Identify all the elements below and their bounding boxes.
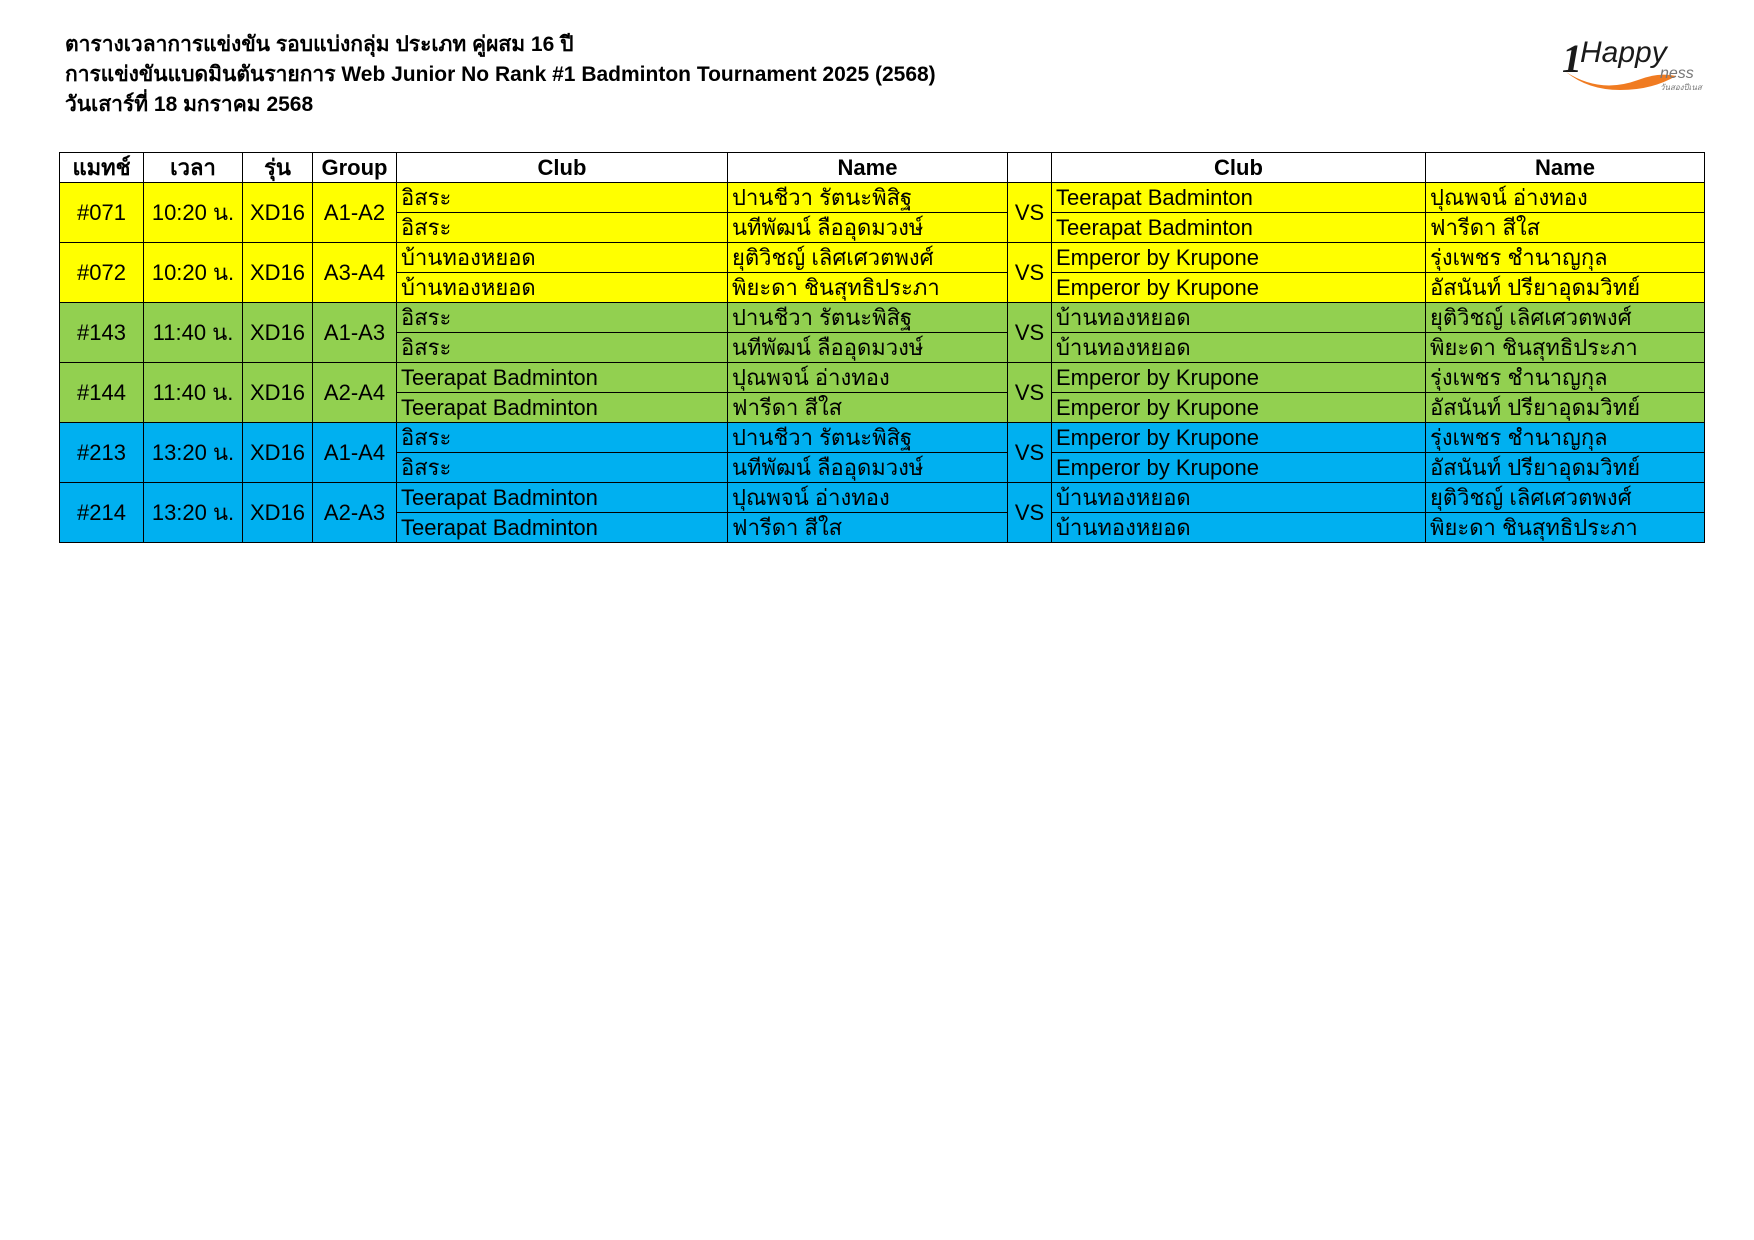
club-1-cell: บ้านทองหยอด — [397, 273, 728, 303]
club-2-cell: Emperor by Krupone — [1052, 273, 1426, 303]
match-group-cell: A1-A2 — [313, 183, 397, 243]
table-row — [60, 363, 1705, 393]
tournament-title: การแข่งขันแบดมินตันรายการ Web Junior No Rank #1 Badminton Tournament 2025 (2568) — [65, 63, 936, 86]
club-1-cell: อิสระ — [397, 333, 728, 363]
document-header — [65, 30, 936, 120]
event-date: วันเสาร์ที่ 18 มกราคม 2568 — [65, 93, 314, 116]
logo-tagline: วันสองปีเนส — [1660, 83, 1702, 92]
club-2-cell: บ้านทองหยอด — [1052, 483, 1426, 513]
player-2-name-cell: รุ่งเพชร ชำนาญกุล — [1426, 423, 1705, 453]
player-1-name-cell: ปุณพจน์ อ่างทอง — [728, 363, 1008, 393]
player-1-name-cell: ยุติวิชญ์ เลิศเศวตพงศ์ — [728, 243, 1008, 273]
match-class-cell: XD16 — [243, 363, 313, 423]
logo-sub-text: ness — [1660, 65, 1694, 82]
match-group-cell: A1-A4 — [313, 423, 397, 483]
schedule-title: ตารางเวลาการแข่งขัน รอบแบ่งกลุ่ม ประเภท คู่ผสม 16 ปี — [65, 33, 574, 56]
player-2-name-cell: อัสนันท์ ปรียาอุดมวิทย์ — [1426, 393, 1705, 423]
logo-main-text: Happy — [1580, 36, 1667, 69]
vs-cell: VS — [1008, 243, 1052, 303]
club-1-cell: อิสระ — [397, 303, 728, 333]
player-2-name-cell: พิยะดา ชินสุทธิประภา — [1426, 513, 1705, 543]
header-match: แมทช์ — [60, 153, 144, 183]
match-class-cell: XD16 — [243, 483, 313, 543]
vs-cell: VS — [1008, 183, 1052, 243]
club-2-cell: Emperor by Krupone — [1052, 393, 1426, 423]
player-1-name-cell: ปานชีวา รัตนะพิสิฐ — [728, 183, 1008, 213]
club-2-cell: บ้านทองหยอด — [1052, 513, 1426, 543]
match-time-cell: 13:20 น. — [144, 423, 243, 483]
club-2-cell: Emperor by Krupone — [1052, 243, 1426, 273]
table-row — [60, 423, 1705, 453]
match-class-cell: XD16 — [243, 303, 313, 363]
match-id-cell: #214 — [60, 483, 144, 543]
club-1-cell: Teerapat Badminton — [397, 363, 728, 393]
player-1-name-cell: ปานชีวา รัตนะพิสิฐ — [728, 303, 1008, 333]
player-2-name-cell: ยุติวิชญ์ เลิศเศวตพงศ์ — [1426, 303, 1705, 333]
header-vs — [1008, 153, 1052, 183]
match-id-cell: #213 — [60, 423, 144, 483]
match-group-cell: A2-A4 — [313, 363, 397, 423]
match-group-cell: A2-A3 — [313, 483, 397, 543]
player-1-name-cell: ปุณพจน์ อ่างทอง — [728, 483, 1008, 513]
match-time-cell: 10:20 น. — [144, 243, 243, 303]
vs-cell: VS — [1008, 303, 1052, 363]
club-2-cell: บ้านทองหยอด — [1052, 333, 1426, 363]
club-2-cell: Emperor by Krupone — [1052, 363, 1426, 393]
happyness-logo — [1560, 32, 1710, 96]
header-name-1: Name — [728, 153, 1008, 183]
player-1-name-cell: ฟารีดา สีใส — [728, 513, 1008, 543]
match-group-cell: A3-A4 — [313, 243, 397, 303]
header-group: Group — [313, 153, 397, 183]
player-2-name-cell: พิยะดา ชินสุทธิประภา — [1426, 333, 1705, 363]
club-2-cell: Teerapat Badminton — [1052, 213, 1426, 243]
table-row — [60, 483, 1705, 513]
header-name-2: Name — [1426, 153, 1705, 183]
player-2-name-cell: อัสนันท์ ปรียาอุดมวิทย์ — [1426, 453, 1705, 483]
match-class-cell: XD16 — [243, 243, 313, 303]
match-schedule-table — [59, 152, 1705, 543]
club-1-cell: บ้านทองหยอด — [397, 243, 728, 273]
table-body — [60, 183, 1705, 543]
match-id-cell: #071 — [60, 183, 144, 243]
match-time-cell: 13:20 น. — [144, 483, 243, 543]
player-1-name-cell: นทีพัฒน์ ลืออุดมวงษ์ — [728, 333, 1008, 363]
table-row — [60, 303, 1705, 333]
table-header-row — [60, 153, 1705, 183]
table-row — [60, 183, 1705, 213]
player-2-name-cell: รุ่งเพชร ชำนาญกุล — [1426, 243, 1705, 273]
club-1-cell: Teerapat Badminton — [397, 513, 728, 543]
club-1-cell: อิสระ — [397, 423, 728, 453]
player-2-name-cell: ฟารีดา สีใส — [1426, 213, 1705, 243]
club-1-cell: อิสระ — [397, 453, 728, 483]
match-id-cell: #144 — [60, 363, 144, 423]
club-1-cell: Teerapat Badminton — [397, 393, 728, 423]
match-time-cell: 11:40 น. — [144, 303, 243, 363]
player-1-name-cell: ฟารีดา สีใส — [728, 393, 1008, 423]
player-1-name-cell: นทีพัฒน์ ลืออุดมวงษ์ — [728, 453, 1008, 483]
club-2-cell: Emperor by Krupone — [1052, 423, 1426, 453]
match-group-cell: A1-A3 — [313, 303, 397, 363]
club-2-cell: Teerapat Badminton — [1052, 183, 1426, 213]
club-2-cell: Emperor by Krupone — [1052, 453, 1426, 483]
match-class-cell: XD16 — [243, 423, 313, 483]
player-2-name-cell: ปุณพจน์ อ่างทอง — [1426, 183, 1705, 213]
table-row — [60, 243, 1705, 273]
match-time-cell: 10:20 น. — [144, 183, 243, 243]
player-1-name-cell: นทีพัฒน์ ลืออุดมวงษ์ — [728, 213, 1008, 243]
club-1-cell: Teerapat Badminton — [397, 483, 728, 513]
player-2-name-cell: ยุติวิชญ์ เลิศเศวตพงศ์ — [1426, 483, 1705, 513]
player-1-name-cell: ปานชีวา รัตนะพิสิฐ — [728, 423, 1008, 453]
match-id-cell: #143 — [60, 303, 144, 363]
match-id-cell: #072 — [60, 243, 144, 303]
match-class-cell: XD16 — [243, 183, 313, 243]
player-2-name-cell: อัสนันท์ ปรียาอุดมวิทย์ — [1426, 273, 1705, 303]
club-1-cell: อิสระ — [397, 213, 728, 243]
player-2-name-cell: รุ่งเพชร ชำนาญกุล — [1426, 363, 1705, 393]
header-club-1: Club — [397, 153, 728, 183]
vs-cell: VS — [1008, 363, 1052, 423]
vs-cell: VS — [1008, 483, 1052, 543]
vs-cell: VS — [1008, 423, 1052, 483]
player-1-name-cell: พิยะดา ชินสุทธิประภา — [728, 273, 1008, 303]
header-time: เวลา — [144, 153, 243, 183]
header-class: รุ่น — [243, 153, 313, 183]
match-time-cell: 11:40 น. — [144, 363, 243, 423]
club-2-cell: บ้านทองหยอด — [1052, 303, 1426, 333]
header-club-2: Club — [1052, 153, 1426, 183]
club-1-cell: อิสระ — [397, 183, 728, 213]
logo-digit: 1 — [1562, 36, 1582, 81]
